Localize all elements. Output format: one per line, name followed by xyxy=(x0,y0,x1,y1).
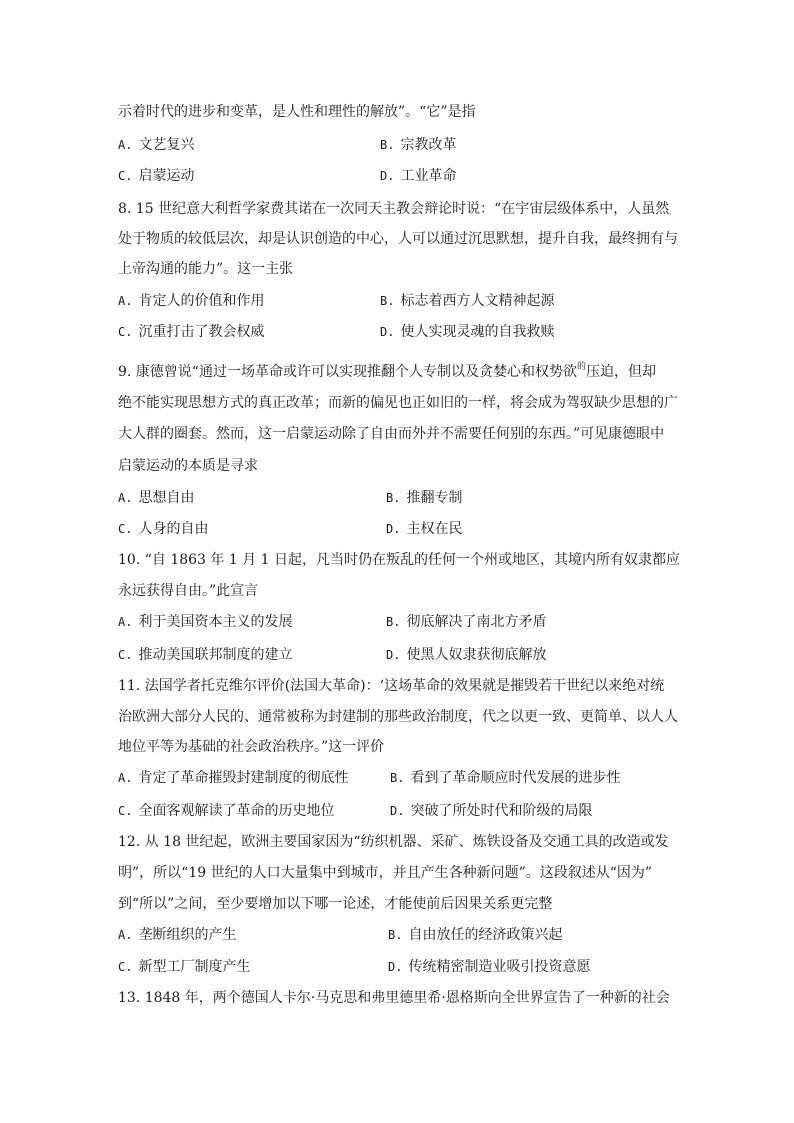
q7-line-1: 示着时代的进步和变革，是人性和理性的解放”。“它”是指 xyxy=(118,104,476,120)
q12-line-1: 12. 从 18 世纪起，欧洲主要国家因为“纺织机器、采矿、炼铁设备及交通工具的改造或发 xyxy=(118,834,669,850)
q10-option-c[interactable]: C. 推动美国联邦制度的建立 xyxy=(118,647,293,663)
q9-option-c[interactable]: C. 人身的自由 xyxy=(118,521,209,537)
q10-line-1: 10. “自 1863 年 1 月 1 日起，凡当时仍在叛乱的任何一个州或地区，其境内所有奴隶都应 xyxy=(118,552,681,568)
q7-option-c[interactable]: C. 启蒙运动 xyxy=(118,168,195,184)
q9-option-d[interactable]: D. 主权在民 xyxy=(386,521,463,537)
q8-option-b[interactable]: B. 标志着西方人文精神起源 xyxy=(380,293,555,309)
q7-option-b[interactable]: B. 宗教改革 xyxy=(380,137,457,153)
q10-option-b[interactable]: B. 彻底解决了南北方矛盾 xyxy=(386,614,547,630)
q9-line-2: 绝不能实现思想方式的真正改革；而新的偏见也正如旧的一样，将会成为驾驭缺少思想的广 xyxy=(118,395,678,411)
q9-line-4: 启蒙运动的本质是寻求 xyxy=(118,458,258,474)
q9-option-b[interactable]: B. 推翻专制 xyxy=(386,490,463,506)
q13-line-1: 13. 1848 年，两个德国人卡尔·马克思和弗里德里希·恩格斯向全世界宣告了一种新的社会 xyxy=(118,990,670,1006)
q12-option-a[interactable]: A. 垄断组织的产生 xyxy=(118,927,237,943)
q9-line-1: 9. 康德曾说“通过一场革命或许可以实现推翻个人专制以及贪婪心和权势欲$^的$压迫，但却 xyxy=(118,362,656,380)
q10-option-a[interactable]: A. 利于美国资本主义的发展 xyxy=(118,614,293,630)
q9-option-a[interactable]: A. 思想自由 xyxy=(118,490,195,506)
q11-option-c[interactable]: C. 全面客观解读了革命的历史地位 xyxy=(118,803,335,819)
q11-line-2: 治欧洲大部分人民的、通常被称为封建制的那些政治制度，代之以更一致、更简单、以人人 xyxy=(118,709,678,725)
q8-option-c[interactable]: C. 沉重打击了教会权威 xyxy=(118,324,265,340)
q10-line-2: 永远获得自由。”此宣言 xyxy=(118,583,259,599)
q8-option-d[interactable]: D. 使人实现灵魂的自我救赎 xyxy=(380,324,555,340)
q11-option-b[interactable]: B. 看到了革命顺应时代发展的进步性 xyxy=(390,770,621,786)
q11-line-3: 地位平等为基础的社会政治秩序。”这一评价 xyxy=(118,739,385,755)
q7-option-a[interactable]: A. 文艺复兴 xyxy=(118,137,195,153)
q9-line-3: 大人群的圈套。然而，这一启蒙运动除了自由而外并不需要任何别的东西。”可见康德眼中 xyxy=(118,426,665,442)
q8-line-1: 8. 15 世纪意大利哲学家费其诺在一次同天主教会辩论时说：“在宇宙层级体系中，人虽然 xyxy=(118,201,670,217)
q12-option-d[interactable]: D. 传统精密制造业吸引投资意愿 xyxy=(388,959,591,975)
q8-option-a[interactable]: A. 肯定人的价值和作用 xyxy=(118,293,265,309)
q12-option-b[interactable]: B. 自由放任的经济政策兴起 xyxy=(388,927,563,943)
q11-option-a[interactable]: A. 肯定了革命摧毁封建制度的彻底性 xyxy=(118,770,349,786)
q11-line-1: 11. 法国学者托克维尔评价(法国大革命)：‘这场革命的效果就是摧毁若干世纪以来绝对统 xyxy=(118,678,665,694)
q8-line-2: 处于物质的较低层次，却是认识创造的中心，人可以通过沉思默想，提升自我，最终拥有与 xyxy=(118,231,678,247)
q12-option-c[interactable]: C. 新型工厂制度产生 xyxy=(118,959,251,975)
q11-option-d[interactable]: D. 突破了所处时代和阶级的局限 xyxy=(390,803,593,819)
q8-line-3: 上帝沟通的能力”。这一主张 xyxy=(118,261,294,277)
q12-line-3: 到“所以”之间，至少要增加以下哪一论述，才能使前后因果关系更完整 xyxy=(118,896,553,912)
q10-option-d[interactable]: D. 使黑人奴隶获彻底解放 xyxy=(386,647,547,663)
q7-option-d[interactable]: D. 工业革命 xyxy=(380,168,457,184)
q12-line-2: 明”，所以“19 世纪的人口大量集中到城市，并且产生各种新问题”。这段叙述从“因为” xyxy=(118,865,653,881)
